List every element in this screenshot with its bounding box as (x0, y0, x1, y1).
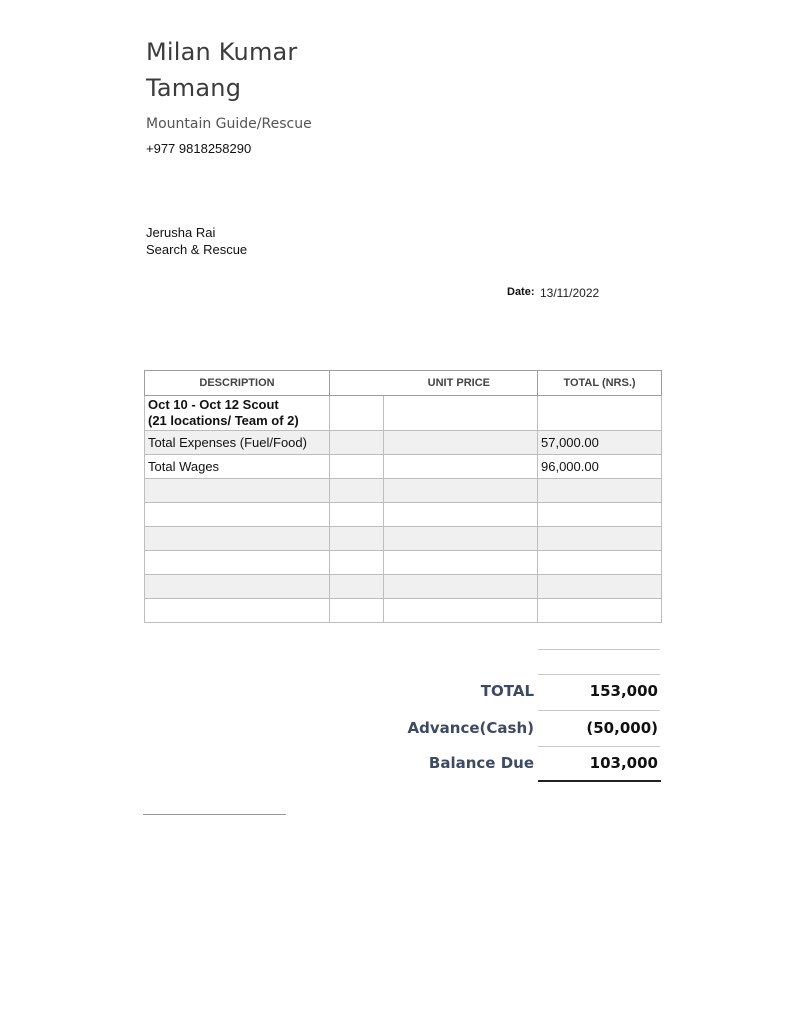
table-row (145, 455, 662, 479)
row-description: Total Wages (145, 455, 330, 479)
signature-line (143, 814, 286, 815)
date-label: Date: (507, 286, 535, 298)
summary-divider (538, 674, 660, 675)
row-unit-price (384, 455, 538, 479)
recipient-name: Jerusha Rai (146, 225, 216, 240)
row-qty (330, 396, 384, 431)
sender-phone: +977 9818258290 (146, 141, 252, 156)
balance-underline (538, 780, 661, 782)
table-row-empty (145, 575, 662, 599)
invoice-table (144, 370, 662, 623)
summary-advance-label: Advance(Cash) (407, 719, 534, 737)
summary-divider (538, 710, 660, 711)
row-description (145, 396, 330, 431)
table-row-empty (145, 503, 662, 527)
table-row-empty (145, 479, 662, 503)
row-unit-price (384, 431, 538, 455)
date-value: 13/11/2022 (540, 286, 600, 300)
table-row-empty (145, 551, 662, 575)
sender-role: Mountain Guide/Rescue (146, 116, 312, 132)
header-description: DESCRIPTION (145, 371, 330, 396)
row-total: 57,000.00 (538, 431, 662, 455)
summary-total-value: 153,000 (589, 682, 658, 700)
table-row-empty (145, 527, 662, 551)
summary-advance-value: (50,000) (586, 719, 658, 737)
summary-balance-label: Balance Due (428, 754, 534, 772)
table-row (145, 396, 662, 431)
summary-total-label: TOTAL (480, 682, 534, 700)
header-total: TOTAL (NRS.) (538, 371, 662, 396)
recipient-organization: Search & Rescue (146, 242, 248, 257)
summary-divider (538, 649, 660, 650)
row-description: Total Expenses (Fuel/Food) (145, 431, 330, 455)
row-unit-price (384, 396, 538, 431)
row-total (538, 396, 662, 431)
sender-name-first: Milan Kumar (146, 38, 298, 66)
summary-balance-value: 103,000 (589, 754, 658, 772)
row-description-line2: (21 locations/ Team of 2) (148, 413, 299, 428)
summary-divider (538, 746, 660, 747)
table-row (145, 431, 662, 455)
row-qty (330, 455, 384, 479)
row-total: 96,000.00 (538, 455, 662, 479)
header-unit-price: UNIT PRICE (330, 371, 538, 396)
table-header-row (145, 371, 662, 396)
sender-name-last: Tamang (146, 74, 242, 102)
table-row-empty (145, 599, 662, 623)
row-description-line1: Oct 10 - Oct 12 Scout (148, 397, 279, 412)
row-qty (330, 431, 384, 455)
